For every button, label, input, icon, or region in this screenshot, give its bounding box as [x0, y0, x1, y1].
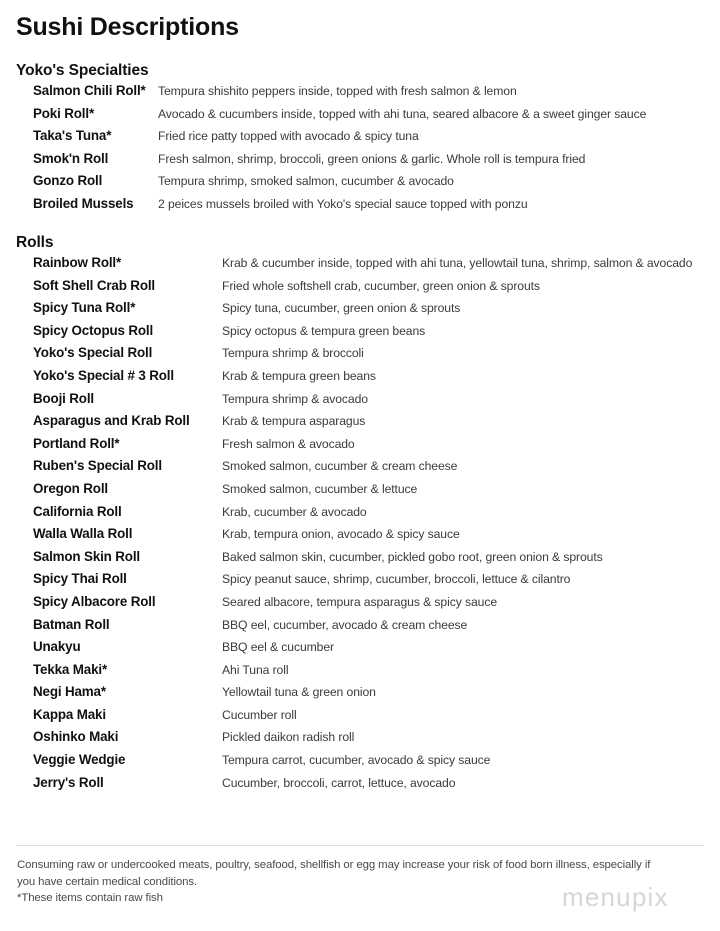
- menu-row: [0, 105, 720, 128]
- menu-item-name: Spicy Albacore Roll: [33, 593, 156, 609]
- menu-item-description: Tempura carrot, cucumber, avocado & spicy sauce: [222, 753, 491, 768]
- menu-item-name: Portland Roll*: [33, 435, 120, 451]
- menu-item-description: Krab & tempura asparagus: [222, 414, 366, 429]
- menu-row: [0, 751, 720, 774]
- menu-item-description: Cucumber roll: [222, 707, 297, 722]
- menu-item-description: Pickled daikon radish roll: [222, 730, 355, 745]
- menu-row: [0, 706, 720, 729]
- menu-item-description: Avocado & cucumbers inside, topped with ahi tuna, seared albacore & a sweet ginger sauce: [158, 106, 647, 121]
- menu-row: [0, 127, 720, 150]
- menu-item-description: Krab & cucumber inside, topped with ahi tuna, yellowtail tuna, shrimp, salmon & avocado: [222, 256, 693, 270]
- menu-row: [0, 82, 720, 105]
- menu-item-name: Taka's Tuna*: [33, 128, 112, 144]
- menu-item-description: Tempura shrimp, smoked salmon, cucumber & avocado: [158, 174, 454, 189]
- menu-item-name: Walla Walla Roll: [33, 526, 133, 542]
- menu-item-name: Negi Hama*: [33, 684, 106, 700]
- menu-item-name: Asparagus and Krab Roll: [33, 413, 190, 429]
- menu-item-description: Yellowtail tuna & green onion: [222, 685, 376, 700]
- menu-row: [0, 548, 720, 571]
- menu-item-name: Yoko's Special Roll: [33, 345, 153, 361]
- section-item-list: [0, 254, 720, 796]
- menu-row: [0, 277, 720, 300]
- menu-item-name: Spicy Thai Roll: [33, 571, 127, 587]
- menu-item-name: Broiled Mussels: [33, 195, 134, 211]
- menu-item-name: Gonzo Roll: [33, 173, 103, 189]
- menu-item-name: Veggie Wedgie: [33, 752, 126, 768]
- menu-row: [0, 344, 720, 367]
- menu-item-description: Fried whole softshell crab, cucumber, green onion & sprouts: [222, 278, 540, 293]
- menu-row: [0, 638, 720, 661]
- menu-item-description: Spicy peanut sauce, shrimp, cucumber, broccoli, lettuce & cilantro: [222, 572, 571, 587]
- menu-item-description: Baked salmon skin, cucumber, pickled gobo root, green onion & sprouts: [222, 549, 603, 564]
- menu-item-name: Rainbow Roll*: [33, 255, 122, 270]
- menu-item-name: Unakyu: [33, 639, 81, 655]
- menu-item-name: Soft Shell Crab Roll: [33, 277, 155, 293]
- menu-item-description: Spicy octopus & tempura green beans: [222, 323, 426, 338]
- menu-item-description: Fresh salmon, shrimp, broccoli, green onions & garlic. Whole roll is tempura fried: [158, 151, 586, 166]
- menu-row: [0, 390, 720, 413]
- menu-row: [0, 195, 720, 218]
- menu-item-description: Smoked salmon, cucumber & cream cheese: [222, 459, 458, 474]
- menu-row: [0, 435, 720, 458]
- menu-row: [0, 728, 720, 751]
- menu-row: [0, 322, 720, 345]
- menupix-watermark: menupix: [562, 882, 669, 912]
- menu-item-name: Batman Roll: [33, 616, 110, 632]
- menu-item-name: Yoko's Special # 3 Roll: [33, 367, 174, 383]
- menu-item-name: Jerry's Roll: [33, 774, 104, 790]
- menu-item-description: Fresh salmon & avocado: [222, 436, 355, 451]
- menu-item-description: Fried rice patty topped with avocado & spicy tuna: [158, 129, 419, 144]
- menu-row: [0, 570, 720, 593]
- menu-row: [0, 254, 720, 277]
- menu-row: [0, 172, 720, 195]
- menu-item-description: BBQ eel & cucumber: [222, 640, 334, 655]
- menu-row: [0, 503, 720, 526]
- menu-item-name: California Roll: [33, 503, 122, 519]
- menu-item-name: Salmon Skin Roll: [33, 548, 140, 564]
- menu-item-description: Tempura shrimp & broccoli: [222, 346, 364, 361]
- menu-row: [0, 616, 720, 639]
- menu-item-name: Poki Roll*: [33, 105, 95, 121]
- section-heading: Yoko's Specialties: [16, 62, 149, 79]
- menu-row: [0, 412, 720, 435]
- section-heading: Rolls: [16, 234, 54, 251]
- page-title: Sushi Descriptions: [16, 13, 239, 41]
- menu-item-name: Spicy Octopus Roll: [33, 322, 154, 338]
- menu-item-name: Ruben's Special Roll: [33, 458, 162, 474]
- menu-item-description: BBQ eel, cucumber, avocado & cream cheese: [222, 617, 468, 632]
- menu-item-description: Tempura shishito peppers inside, topped with fresh salmon & lemon: [158, 84, 517, 98]
- menu-item-name: Tekka Maki*: [33, 661, 108, 677]
- menu-item-description: Ahi Tuna roll: [222, 662, 289, 677]
- section-item-list: [0, 82, 720, 218]
- menu-row: [0, 593, 720, 616]
- menu-item-name: Oregon Roll: [33, 480, 108, 496]
- menu-item-name: Kappa Maki: [33, 706, 106, 722]
- menu-row: [0, 367, 720, 390]
- menu-item-description: Krab & tempura green beans: [222, 368, 376, 383]
- menu-item-description: Cucumber, broccoli, carrot, lettuce, avocado: [222, 775, 456, 790]
- menu-item-description: Krab, cucumber & avocado: [222, 504, 367, 519]
- disclaimer-line-1: Consuming raw or undercooked meats, poultry, seafood, shellfish or egg may increase your risk of food born illness, especially if: [17, 859, 651, 871]
- menu-item-name: Salmon Chili Roll*: [33, 83, 146, 98]
- menu-row: [0, 480, 720, 503]
- menu-item-name: Spicy Tuna Roll*: [33, 300, 136, 316]
- menu-item-description: Seared albacore, tempura asparagus & spicy sauce: [222, 594, 497, 609]
- menu-row: [0, 661, 720, 684]
- menu-item-description: Tempura shrimp & avocado: [222, 391, 368, 406]
- footer-divider: [16, 845, 704, 846]
- menu-row: [0, 457, 720, 480]
- menu-item-description: Krab, tempura onion, avocado & spicy sauce: [222, 527, 460, 542]
- menu-row: [0, 525, 720, 548]
- menu-row: [0, 299, 720, 322]
- menu-item-name: Booji Roll: [33, 390, 94, 406]
- menu-row: [0, 683, 720, 706]
- menu-item-description: Spicy tuna, cucumber, green onion & sprouts: [222, 301, 461, 316]
- menu-item-description: 2 peices mussels broiled with Yoko's special sauce topped with ponzu: [158, 196, 528, 211]
- menu-row: [0, 774, 720, 797]
- menu-item-name: Smok'n Roll: [33, 150, 109, 166]
- menu-item-name: Oshinko Maki: [33, 729, 119, 745]
- disclaimer-line-2: you have certain medical conditions.: [17, 875, 198, 888]
- raw-fish-note: *These items contain raw fish: [17, 892, 163, 904]
- menu-row: [0, 150, 720, 173]
- menu-item-description: Smoked salmon, cucumber & lettuce: [222, 481, 418, 496]
